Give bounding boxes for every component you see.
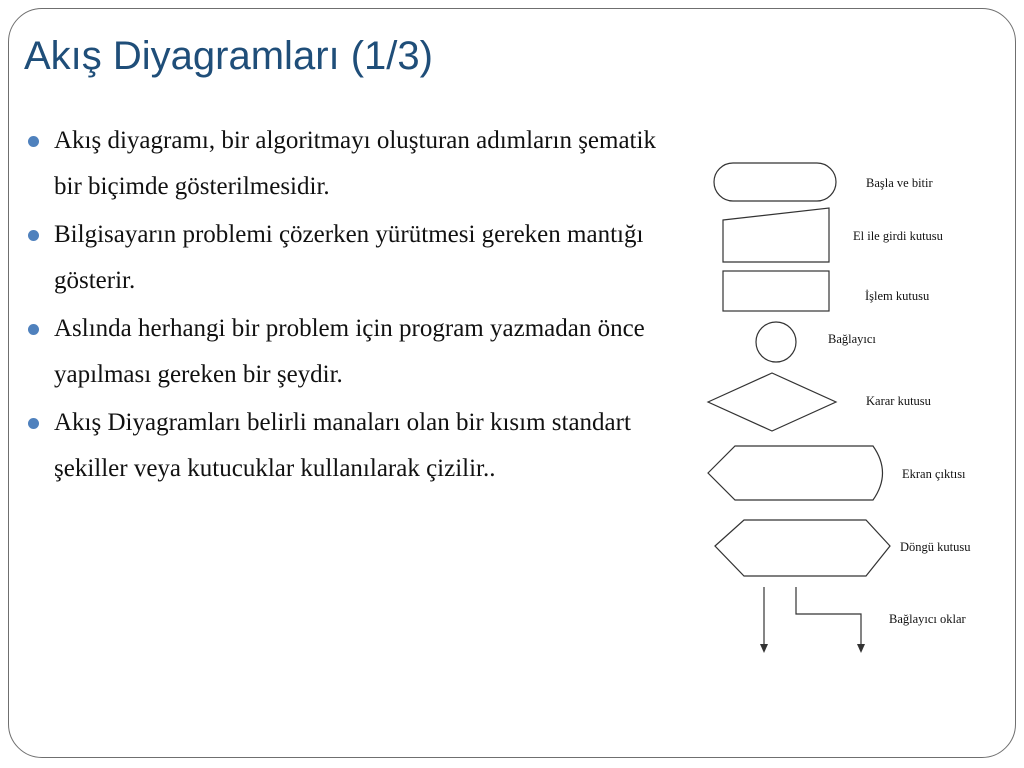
bullet-text: Akış diyagramı, bir algoritmayı oluşturan adımların şematik bir biçimde gösterilmesidir. xyxy=(54,127,656,200)
bullet-dot-icon xyxy=(28,136,39,147)
bullet-item xyxy=(28,118,678,210)
slide-title: Akış Diyagramları (1/3) xyxy=(24,34,433,78)
bullet-item xyxy=(28,212,678,304)
label-start-end: Başla ve bitir xyxy=(866,176,933,190)
label-process: İşlem kutusu xyxy=(865,289,930,303)
label-connector: Bağlayıcı xyxy=(828,332,876,346)
manual-input-shape-icon xyxy=(723,208,829,262)
display-shape-icon xyxy=(708,446,883,500)
bullet-dot-icon xyxy=(28,324,39,335)
label-display: Ekran çıktısı xyxy=(902,467,966,481)
bullet-text: Akış Diyagramları belirli manaları olan bir kısım standart şekiller veya kutucuklar kullanılarak çizilir.. xyxy=(54,409,631,482)
bullet-list xyxy=(28,118,678,494)
terminal-shape-icon xyxy=(714,163,836,201)
bullet-text: Aslında herhangi bir problem için program yazmadan önce yapılması gereken bir şeydir. xyxy=(54,315,645,388)
connector-shape-icon xyxy=(756,322,796,362)
bullet-text: Bilgisayarın problemi çözerken yürütmesi gereken mantığı gösterir. xyxy=(54,221,644,294)
label-decision: Karar kutusu xyxy=(866,394,931,408)
label-loop: Döngü kutusu xyxy=(900,540,971,554)
flowchart-symbols-legend xyxy=(690,150,1010,670)
bullet-dot-icon xyxy=(28,418,39,429)
label-arrows: Bağlayıcı oklar xyxy=(889,612,966,626)
bullet-dot-icon xyxy=(28,230,39,241)
decision-shape-icon xyxy=(708,373,836,431)
bullet-item xyxy=(28,306,678,398)
process-shape-icon xyxy=(723,271,829,311)
label-manual-input: El ile girdi kutusu xyxy=(853,229,943,243)
connector-arrows-icon xyxy=(760,587,865,653)
loop-shape-icon xyxy=(715,520,890,576)
bullet-item xyxy=(28,400,678,492)
